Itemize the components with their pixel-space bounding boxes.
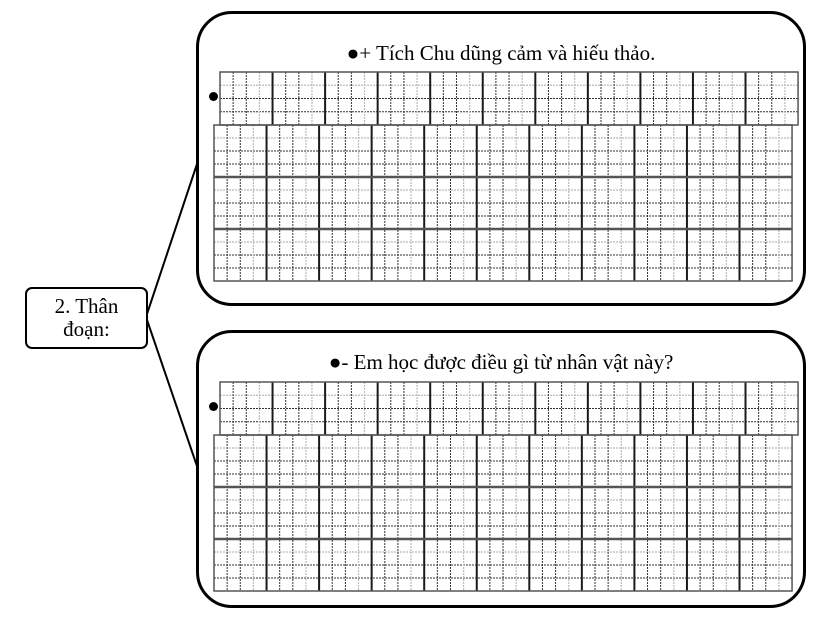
panel-title: ●+ Tích Chu dũng cảm và hiếu thảo. <box>346 41 656 65</box>
section-label-line2: đoạn: <box>63 317 110 341</box>
section-label-line1: 2. Thân <box>54 294 119 318</box>
panel-title: ●- Em học được điều gì từ nhân vật này? <box>328 350 674 374</box>
bullet-icon <box>209 402 218 411</box>
bullet-icon <box>209 92 218 101</box>
